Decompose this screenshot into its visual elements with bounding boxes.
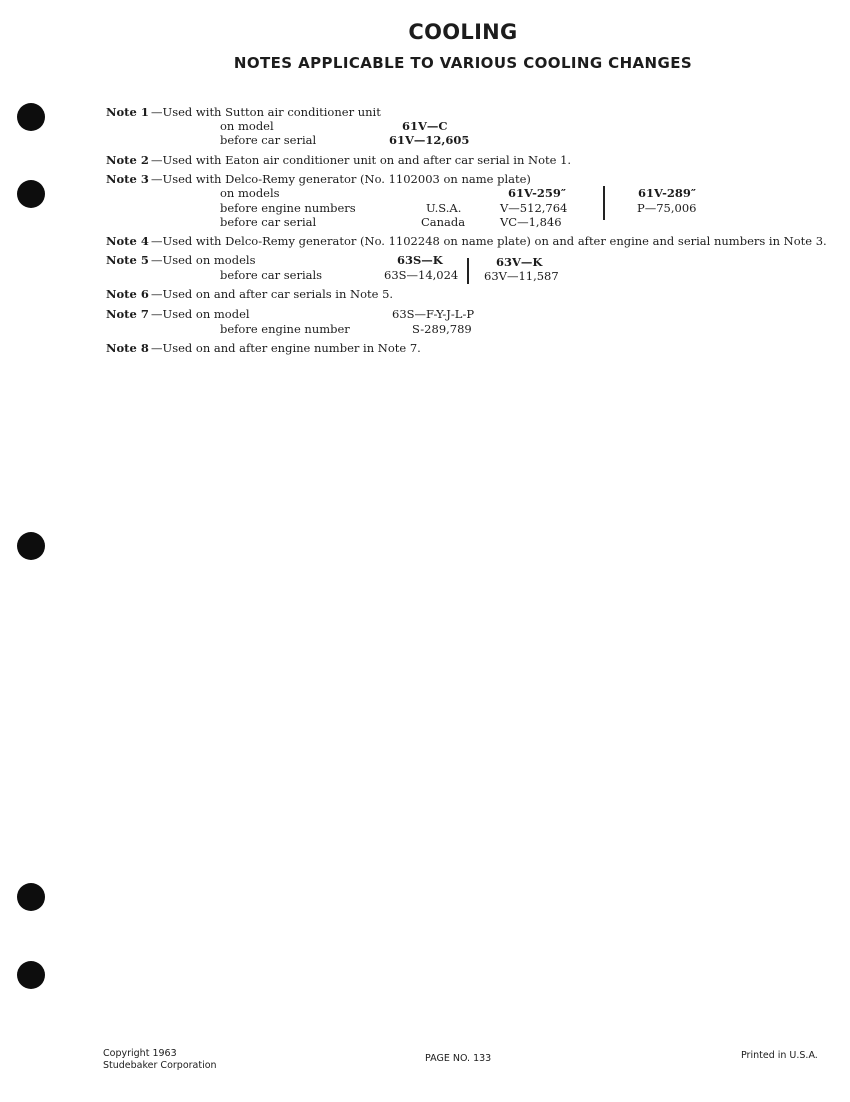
note-text: —Used with Sutton air conditioner unit	[151, 105, 381, 119]
note-label: Note 3	[106, 172, 149, 186]
row-label: before engine number	[220, 322, 350, 336]
note-label: Note 6	[106, 287, 149, 301]
copyright-line-1: Copyright 1963	[103, 1048, 177, 1059]
note-text: —Used on and after car serials in Note 5.	[151, 287, 394, 301]
binder-hole-1	[17, 103, 45, 131]
model-value: 61V—C	[402, 119, 448, 133]
model-value: 63S—F-Y-J-L-P	[392, 307, 475, 321]
binder-hole-3	[17, 532, 45, 560]
note-text: —Used with Delco-Remy generator (No. 1102248 on name plate) on and after engine and serial numbers in Note 3.	[151, 234, 827, 248]
binder-hole-4	[17, 883, 45, 911]
note-label: Note 7	[106, 307, 149, 321]
serial-value: 63V—11,587	[484, 269, 559, 283]
row-label: before car serial	[220, 133, 317, 147]
row-label: before car serials	[220, 268, 323, 282]
country-label: Canada	[421, 215, 466, 229]
serial-value: 63S—14,024	[384, 268, 459, 282]
serial-value: VC—1,846	[500, 215, 562, 229]
model-value: 61V-259″	[508, 186, 567, 200]
engine-number: P—75,006	[637, 201, 697, 215]
note-label: Note 8	[106, 341, 149, 355]
engine-number: S-289,789	[412, 322, 472, 336]
page-number: PAGE NO. 133	[425, 1053, 492, 1064]
printed-in: Printed in U.S.A.	[741, 1050, 818, 1061]
note-label: Note 2	[106, 153, 149, 167]
binder-hole-2	[17, 180, 45, 208]
serial-value: 61V—12,605	[389, 133, 470, 147]
column-divider	[467, 258, 469, 284]
column-divider	[603, 186, 605, 220]
page-title: COOLING	[408, 20, 518, 44]
note-text: —Used on models	[151, 253, 256, 267]
note-text: —Used on model	[151, 307, 250, 321]
note-text: —Used with Delco-Remy generator (No. 1102003 on name plate)	[151, 172, 531, 186]
note-label: Note 1	[106, 105, 149, 119]
row-label: before engine numbers	[220, 201, 356, 215]
copyright-line-2: Studebaker Corporation	[103, 1060, 217, 1071]
model-value: 63V—K	[496, 255, 543, 269]
note-label: Note 5	[106, 253, 149, 267]
note-text: —Used on and after engine number in Note 7.	[151, 341, 421, 355]
model-value: 61V-289″	[638, 186, 697, 200]
country-label: U.S.A.	[426, 201, 462, 215]
engine-number: V—512,764	[500, 201, 568, 215]
model-value: 63S—K	[397, 253, 443, 267]
binder-hole-5	[17, 961, 45, 989]
row-label: on model	[220, 119, 274, 133]
page-subtitle: NOTES APPLICABLE TO VARIOUS COOLING CHANGES	[233, 54, 693, 72]
row-label: before car serial	[220, 215, 317, 229]
row-label: on models	[220, 186, 280, 200]
note-label: Note 4	[106, 234, 149, 248]
note-text: —Used with Eaton air conditioner unit on and after car serial in Note 1.	[151, 153, 572, 167]
